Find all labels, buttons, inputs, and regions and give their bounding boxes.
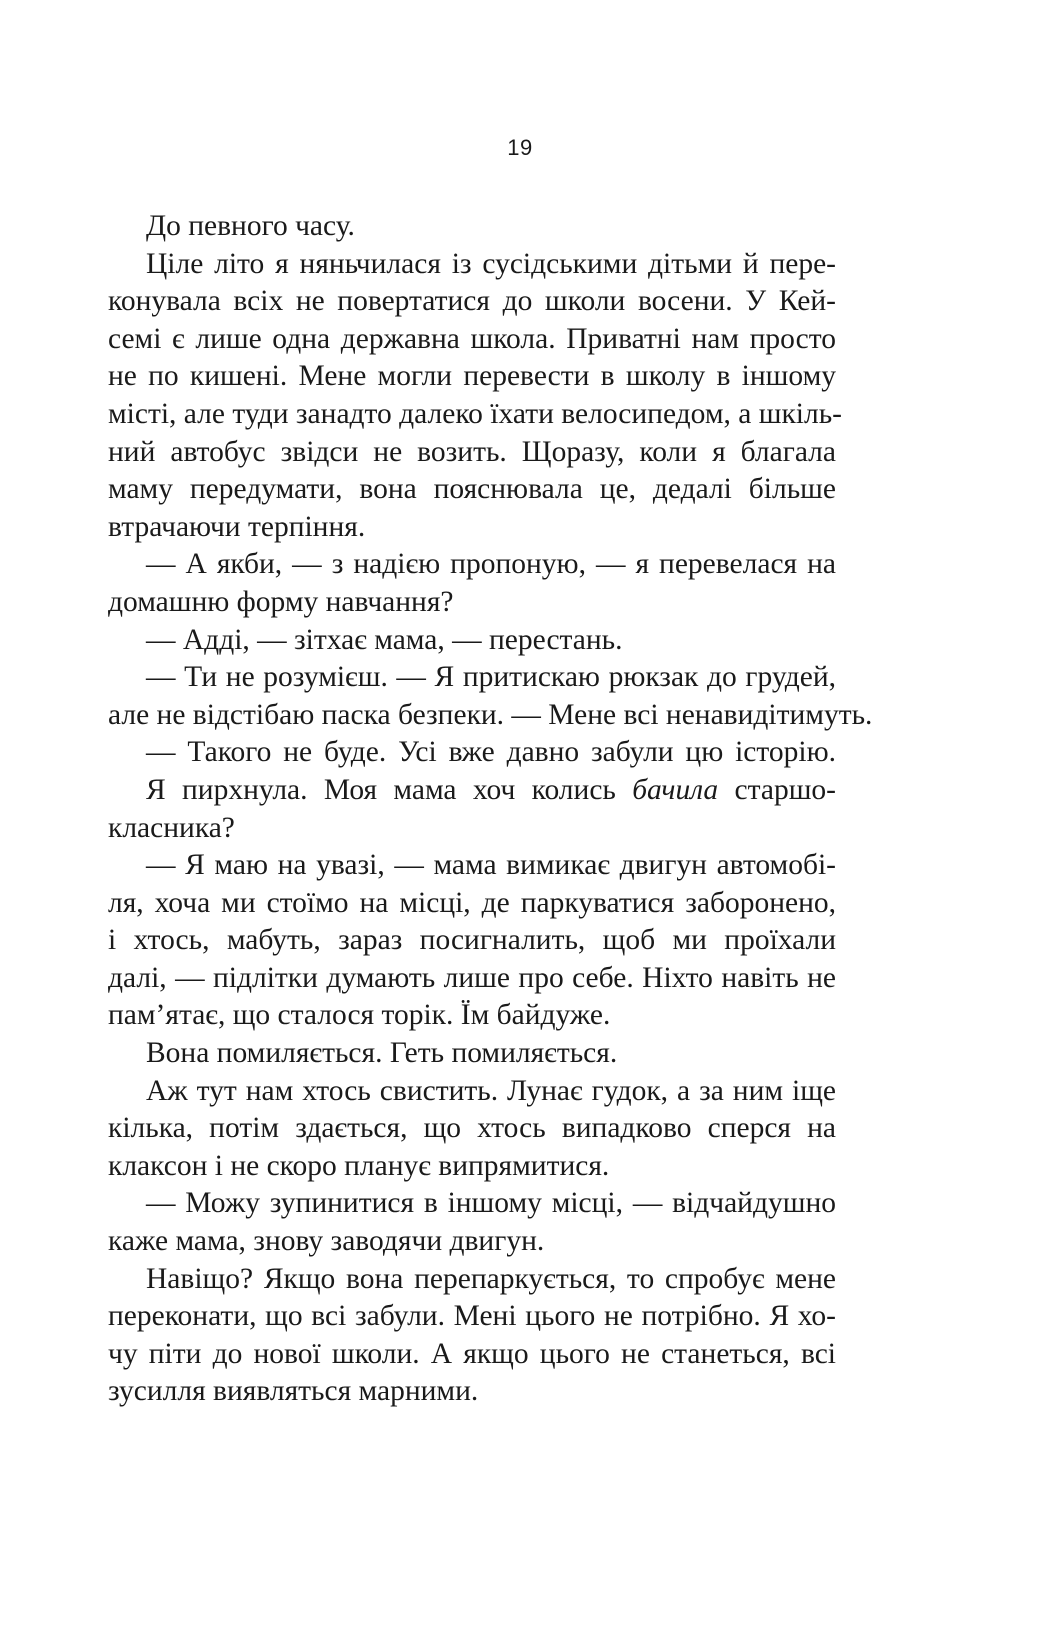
page-number: 19 bbox=[507, 135, 533, 160]
text-line: і хтось, мабуть, зараз посигналить, щоб ми проїхали bbox=[108, 924, 836, 957]
text-line: конувала всіх не повертатися до школи восени. У Кей- bbox=[108, 285, 836, 318]
text-line: клаксон і не скоро планує випрямитися. bbox=[108, 1149, 610, 1182]
text-line: домашню форму навчання? bbox=[108, 585, 454, 618]
text-line: чу піти до нової школи. А якщо цього не станеться, всі bbox=[108, 1337, 836, 1370]
body-text bbox=[108, 208, 873, 1411]
text-line: зусилля виявляться марними. bbox=[108, 1375, 479, 1408]
text-line: Аж тут нам хтось свистить. Лунає гудок, а за ним іще bbox=[146, 1074, 836, 1107]
text-line: семі є лише одна державна школа. Приватні нам просто bbox=[108, 322, 836, 355]
text-line: — А якби, — з надією пропоную, — я перевелася на bbox=[146, 548, 836, 581]
text-line: — Ти не розумієш. — Я притискаю рюкзак до грудей, bbox=[146, 661, 836, 694]
text-line: кілька, потім здається, що хтось випадково сперся на bbox=[108, 1112, 836, 1145]
text-line bbox=[108, 772, 836, 810]
text-line: місті, але туди занадто далеко їхати велосипедом, а шкіль- bbox=[108, 397, 842, 430]
text-line: пам’ятає, що сталося торік. Їм байдуже. bbox=[108, 999, 611, 1032]
text-line: втрачаючи терпіння. bbox=[108, 510, 366, 543]
text-line: — Такого не буде. Усі вже давно забули цю історію. bbox=[146, 736, 836, 769]
text-line: Ціле літо я няньчилася із сусідськими дітьми й пере- bbox=[146, 247, 836, 280]
text-line: не по кишені. Мене могли перевести в школу в іншому bbox=[108, 360, 836, 393]
text-line: До певного часу. bbox=[146, 210, 355, 242]
text-line: маму передумати, вона пояснювала це, дедалі більше bbox=[108, 473, 836, 506]
text-line: класника? bbox=[108, 811, 235, 844]
text-segment: старшо- bbox=[718, 773, 836, 806]
text-segment: Я пирхнула. Моя мама хоч колись bbox=[146, 773, 633, 806]
text-line: каже мама, знову заводячи двигун. bbox=[108, 1225, 545, 1258]
text-line: Вона помиляється. Геть помиляється. bbox=[146, 1037, 618, 1070]
text-line: Навіщо? Якщо вона перепаркується, то спробує мене bbox=[146, 1262, 836, 1295]
text-line: далі, — підлітки думають лише про себе. Ніхто навіть не bbox=[108, 961, 836, 994]
text-line: — Я маю на увазі, — мама вимикає двигун автомобі- bbox=[146, 849, 836, 882]
text-line: — Можу зупинитися в іншому місці, — відчайдушно bbox=[146, 1187, 836, 1220]
text-line: ля, хоча ми стоїмо на місці, де паркуватися заборонено, bbox=[108, 886, 836, 919]
emphasized-word: бачила bbox=[632, 773, 719, 806]
text-line: ний автобус звідси не возить. Щоразу, коли я благала bbox=[108, 435, 836, 468]
text-line: переконати, що всі забули. Мені цього не потрібно. Я хо- bbox=[108, 1300, 836, 1333]
text-line: але не відстібаю паска безпеки. — Мене всі ненавидітимуть. bbox=[108, 698, 873, 731]
text-line: — Адді, — зітхає мама, — перестань. bbox=[146, 623, 623, 656]
